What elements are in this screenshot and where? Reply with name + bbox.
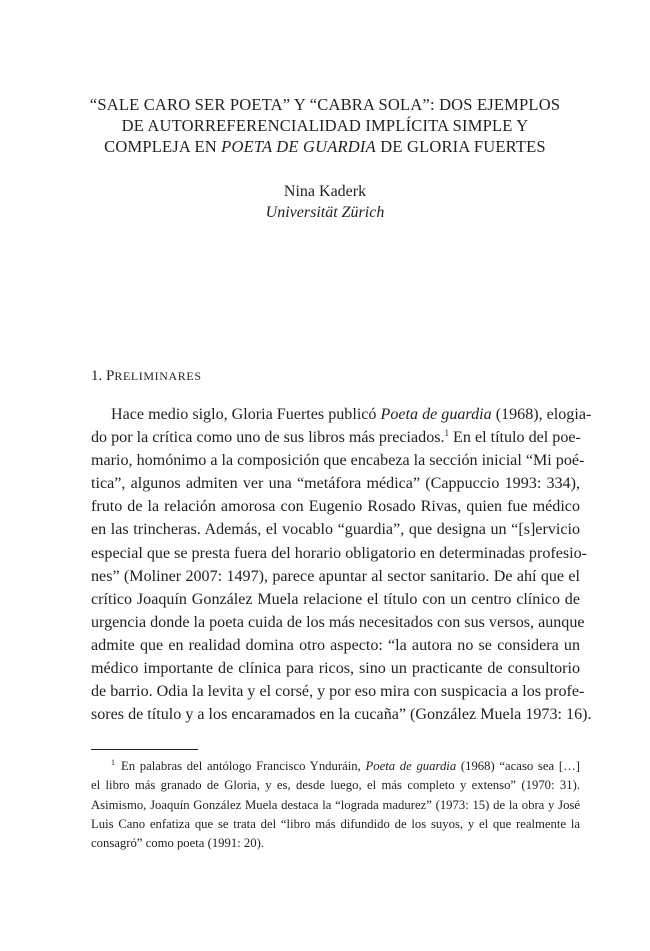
body-line-1 bbox=[91, 403, 592, 426]
body-line-2-text-b: En el título del poe- bbox=[449, 429, 581, 447]
body-line-1-italic: Poeta de guardia bbox=[380, 406, 492, 423]
footnote-line-2: el libro más granado de Gloria, y es, desde luego, el más completo y extenso” (1970: 31). bbox=[91, 778, 580, 793]
body-line-3: mario, homónimo a la composición que encabeza la sección inicial “Mi poé- bbox=[91, 452, 585, 470]
footnote-reference[interactable]: 1 bbox=[444, 428, 450, 439]
body-line-2-text-a: do por la crítica como uno de sus libros más preciados. bbox=[91, 429, 445, 447]
title-line-3-italic: POETA DE GUARDIA bbox=[221, 137, 376, 156]
body-line-7: especial que se presta fuera del horario obligatorio en determinadas profesio- bbox=[91, 544, 588, 562]
section-number: 1. bbox=[91, 368, 106, 384]
body-line-13: de barrio. Odia la levita y el corsé, y por eso mira con suspicacia a los profe- bbox=[91, 683, 585, 701]
body-line-2 bbox=[91, 426, 580, 449]
section-title-rest: RELIMINARES bbox=[114, 369, 202, 383]
body-line-11: admite que en realidad domina otro aspecto: “la autora no se considera un bbox=[91, 636, 580, 654]
author-name: Nina Kaderk bbox=[283, 183, 367, 200]
title-line-3-text-a: COMPLEJA EN bbox=[104, 137, 222, 156]
title-line-2: DE AUTORREFERENCIALIDAD IMPLÍCITA SIMPLE Y bbox=[121, 116, 529, 135]
title-line-1: “SALE CARO SER POETA” Y “CABRA SOLA”: DOS EJEMPLOS bbox=[89, 95, 561, 114]
body-paragraph bbox=[91, 403, 592, 726]
section-title-initial: P bbox=[106, 368, 115, 384]
body-line-9: crítico Joaquín González Muela relacione el título con un centro clínico de bbox=[91, 590, 580, 608]
article-title bbox=[70, 94, 580, 157]
footnote-divider bbox=[91, 749, 198, 750]
footnote-line-3: Asimismo, Joaquín González Muela destaca la “lograda madurez” (1973: 15) de la obra y José bbox=[91, 797, 580, 812]
footnote-line-1-italic: Poeta de guardia bbox=[365, 759, 457, 773]
body-line-8: nes” (Moliner 2007: 1497), parece apuntar al sector sanitario. De ahí que el bbox=[91, 567, 580, 585]
body-line-10: urgencia donde la poeta cuida de los más necesitados con sus versos, aunque bbox=[91, 613, 585, 631]
section-heading bbox=[91, 366, 202, 386]
body-line-1-text-b: (1968), elogia- bbox=[491, 406, 592, 423]
footnote-line-1-text-a: En palabras del antólogo Francisco Ynduráin, bbox=[121, 759, 366, 773]
author-affiliation: Universität Zürich bbox=[265, 204, 385, 221]
body-line-6: en las trincheras. Además, el vocablo “guardia”, que designa un “[s]ervicio bbox=[91, 521, 580, 539]
footnote-line-1 bbox=[91, 757, 580, 776]
footnote-line-1-text-b: (1968) “acaso sea […] bbox=[456, 759, 580, 773]
footnote bbox=[91, 757, 580, 853]
body-line-5: fruto de la relación amorosa con Eugenio Rosado Rivas, quien fue médico bbox=[91, 498, 580, 516]
footnote-line-4: Luis Cano enfatiza que se trata del “libro más difundido de los suyos, y el que realmente la bbox=[91, 816, 580, 831]
footnote-line-5: consagró” como poeta (1991: 20). bbox=[91, 836, 264, 851]
body-line-1-text-a: Hace medio siglo, Gloria Fuertes publicó bbox=[111, 406, 381, 423]
title-line-3-text-b: DE GLORIA FUERTES bbox=[375, 137, 546, 156]
title-line-3 bbox=[70, 136, 580, 157]
footnote-marker: 1 bbox=[111, 758, 115, 767]
body-line-14: sores de título y a los encaramados en la cucaña” (González Muela 1973: 16). bbox=[91, 706, 592, 724]
body-line-12: médico importante de clínica para ricos, sino un practicante de consultorio bbox=[91, 660, 580, 678]
body-line-4: tica”, algunos admiten ver una “metáfora médica” (Cappuccio 1993: 334), bbox=[91, 475, 580, 493]
